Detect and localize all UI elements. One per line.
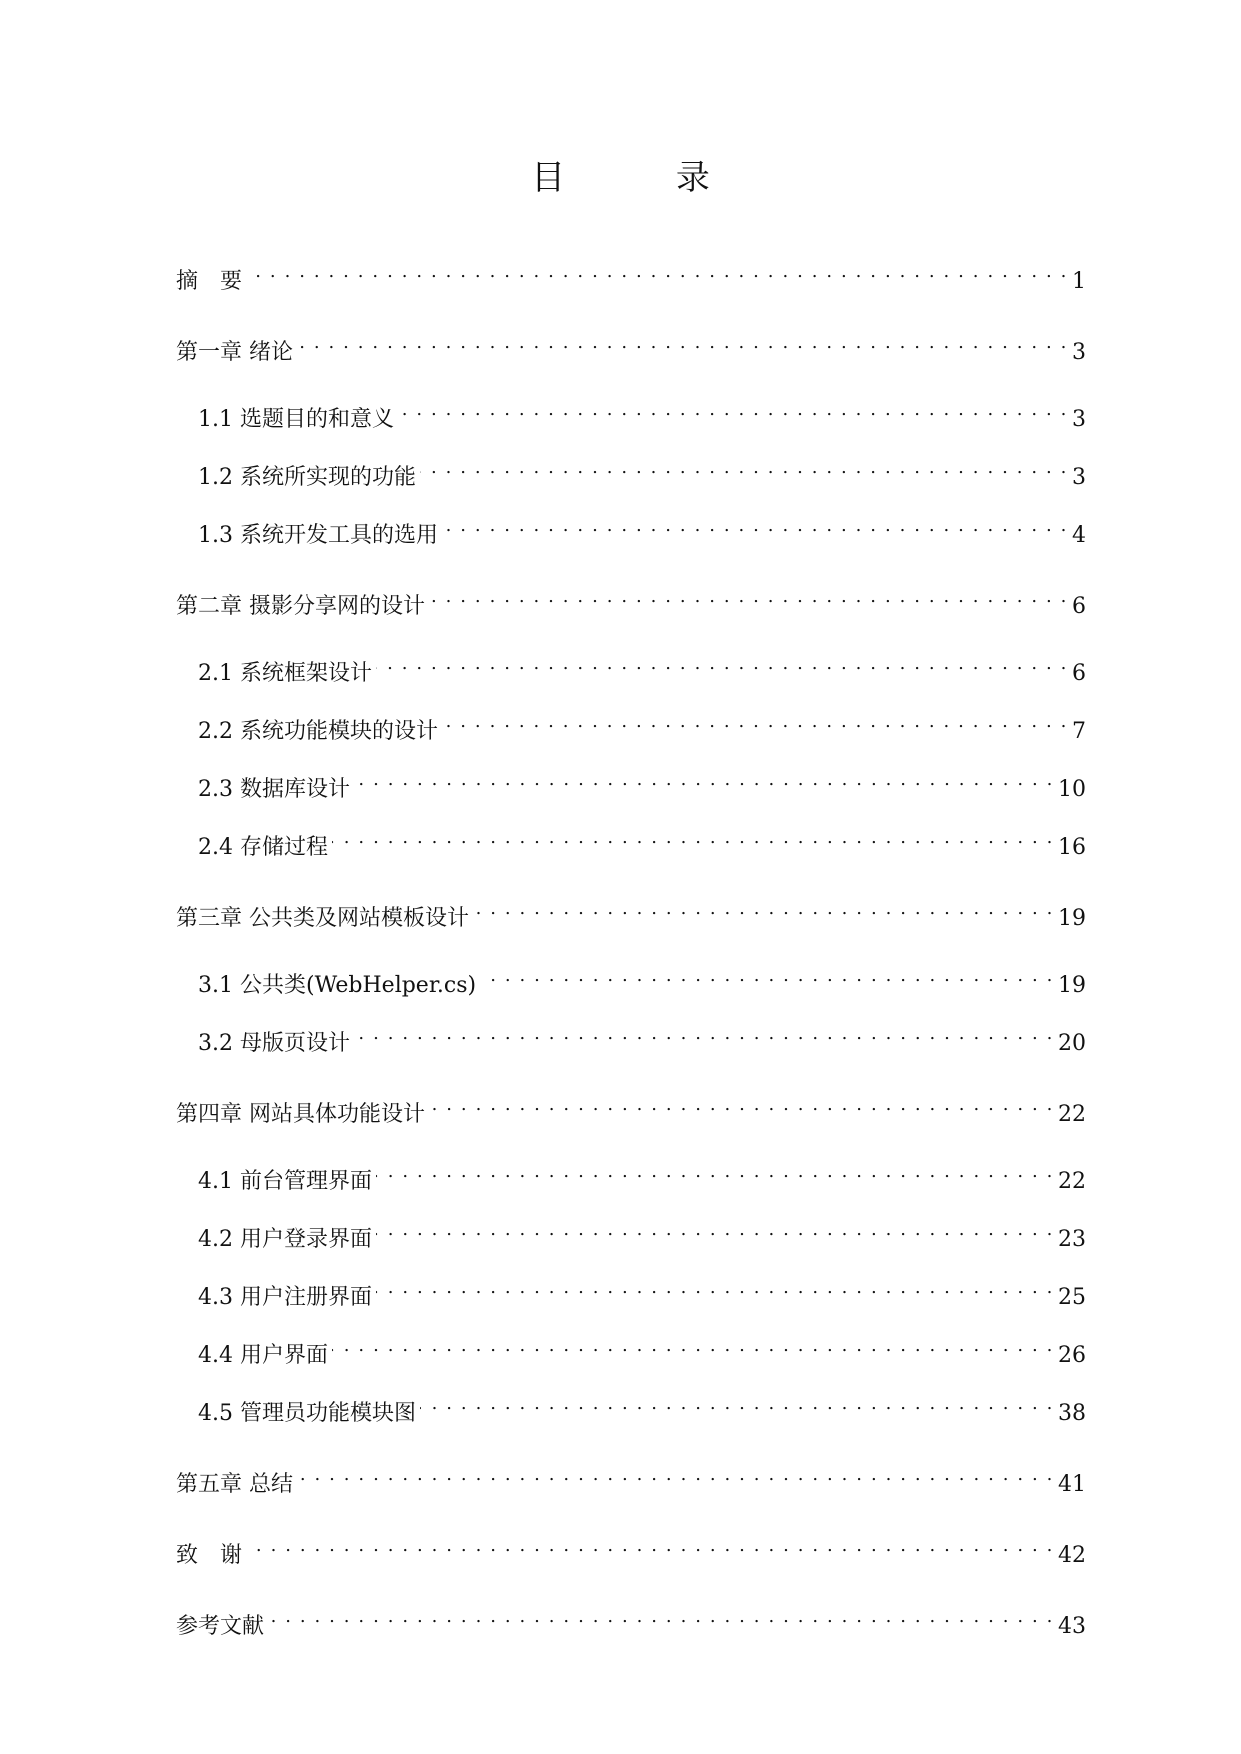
toc-entry-label: 参考文献 bbox=[176, 1614, 265, 1639]
dot-leader bbox=[442, 510, 1068, 542]
dot-leader bbox=[376, 1272, 1054, 1304]
dot-leader bbox=[429, 581, 1068, 613]
dot-leader bbox=[473, 893, 1054, 925]
toc-entry-page: 20 bbox=[1058, 1031, 1086, 1056]
toc-entry-section-4-4[interactable] bbox=[176, 1330, 1086, 1372]
toc-entry-section-3-1[interactable] bbox=[176, 960, 1086, 1002]
toc-entry-page: 7 bbox=[1072, 719, 1086, 744]
toc-entry-label: 3.2 母版页设计 bbox=[198, 1031, 350, 1056]
dot-leader bbox=[297, 327, 1068, 359]
toc-entry-page: 6 bbox=[1072, 594, 1086, 619]
toc-entry-label: 4.5 管理员功能模块图 bbox=[198, 1401, 416, 1426]
toc-entry-section-1-1[interactable] bbox=[176, 394, 1086, 436]
dot-leader bbox=[246, 1530, 1054, 1562]
toc-entry-label: 2.2 系统功能模块的设计 bbox=[198, 719, 438, 744]
table-of-contents bbox=[176, 256, 1086, 1643]
dot-leader bbox=[376, 648, 1068, 680]
toc-entry-page: 3 bbox=[1072, 340, 1086, 365]
toc-entry-page: 22 bbox=[1058, 1169, 1086, 1194]
toc-entry-acknowledgements[interactable] bbox=[176, 1530, 1086, 1572]
toc-entry-label: 4.1 前台管理界面 bbox=[198, 1169, 372, 1194]
dot-leader bbox=[354, 1018, 1054, 1050]
toc-entry-label: 摘 要 bbox=[176, 269, 243, 294]
toc-entry-page: 25 bbox=[1058, 1285, 1086, 1310]
dot-leader bbox=[420, 452, 1068, 484]
toc-entry-page: 38 bbox=[1058, 1401, 1086, 1426]
toc-entry-page: 19 bbox=[1058, 973, 1086, 998]
toc-title: 目 录 bbox=[531, 158, 760, 198]
toc-entry-label: 致 谢 bbox=[176, 1543, 243, 1568]
toc-entry-section-3-2[interactable] bbox=[176, 1018, 1086, 1060]
toc-entry-chapter-2[interactable] bbox=[176, 581, 1086, 623]
toc-entry-page: 10 bbox=[1058, 777, 1086, 802]
toc-entry-abstract[interactable] bbox=[176, 256, 1086, 298]
dot-leader bbox=[297, 1459, 1054, 1491]
toc-entry-page: 42 bbox=[1058, 1543, 1086, 1568]
dot-leader bbox=[332, 1330, 1054, 1362]
toc-entry-page: 4 bbox=[1072, 523, 1086, 548]
toc-entry-section-1-2[interactable] bbox=[176, 452, 1086, 494]
toc-entry-label: 1.1 选题目的和意义 bbox=[198, 407, 394, 432]
toc-entry-chapter-4[interactable] bbox=[176, 1089, 1086, 1131]
toc-entry-label: 2.3 数据库设计 bbox=[198, 777, 350, 802]
toc-entry-page: 6 bbox=[1072, 661, 1086, 686]
toc-entry-page: 43 bbox=[1058, 1614, 1086, 1639]
toc-entry-page: 19 bbox=[1058, 906, 1086, 931]
toc-entry-page: 26 bbox=[1058, 1343, 1086, 1368]
toc-entry-section-4-3[interactable] bbox=[176, 1272, 1086, 1314]
toc-entry-label: 4.2 用户登录界面 bbox=[198, 1227, 372, 1252]
toc-entry-section-4-2[interactable] bbox=[176, 1214, 1086, 1256]
toc-entry-section-2-3[interactable] bbox=[176, 764, 1086, 806]
dot-leader bbox=[376, 1214, 1054, 1246]
dot-leader bbox=[420, 1388, 1054, 1420]
toc-entry-label: 第三章 公共类及网站模板设计 bbox=[176, 906, 469, 931]
dot-leader bbox=[246, 256, 1068, 288]
toc-entry-label: 1.2 系统所实现的功能 bbox=[198, 465, 416, 490]
dot-leader bbox=[354, 764, 1054, 796]
toc-entry-label: 2.4 存储过程 bbox=[198, 835, 328, 860]
toc-entry-page: 22 bbox=[1058, 1102, 1086, 1127]
toc-entry-label: 第四章 网站具体功能设计 bbox=[176, 1102, 425, 1127]
toc-entry-label: 3.1 公共类(WebHelper.cs) bbox=[198, 973, 477, 998]
toc-entry-label: 4.3 用户注册界面 bbox=[198, 1285, 372, 1310]
dot-leader bbox=[376, 1156, 1054, 1188]
toc-entry-page: 1 bbox=[1072, 269, 1086, 294]
toc-entry-page: 41 bbox=[1058, 1472, 1086, 1497]
toc-entry-label: 4.4 用户界面 bbox=[198, 1343, 328, 1368]
toc-entry-label: 2.1 系统框架设计 bbox=[198, 661, 372, 686]
dot-leader bbox=[480, 960, 1054, 992]
toc-entry-section-1-3[interactable] bbox=[176, 510, 1086, 552]
toc-entry-chapter-3[interactable] bbox=[176, 893, 1086, 935]
toc-entry-section-2-2[interactable] bbox=[176, 706, 1086, 748]
dot-leader bbox=[398, 394, 1068, 426]
toc-entry-page: 23 bbox=[1058, 1227, 1086, 1252]
dot-leader bbox=[332, 822, 1054, 854]
toc-entry-section-2-4[interactable] bbox=[176, 822, 1086, 864]
toc-entry-chapter-1[interactable] bbox=[176, 327, 1086, 369]
toc-entry-page: 3 bbox=[1072, 465, 1086, 490]
toc-entry-references[interactable] bbox=[176, 1601, 1086, 1643]
dot-leader bbox=[429, 1089, 1054, 1121]
toc-entry-label: 第五章 总结 bbox=[176, 1472, 293, 1497]
toc-entry-section-4-1[interactable] bbox=[176, 1156, 1086, 1198]
toc-entry-chapter-5[interactable] bbox=[176, 1459, 1086, 1501]
toc-entry-section-2-1[interactable] bbox=[176, 648, 1086, 690]
toc-entry-label: 1.3 系统开发工具的选用 bbox=[198, 523, 438, 548]
toc-entry-page: 3 bbox=[1072, 407, 1086, 432]
dot-leader bbox=[268, 1601, 1054, 1633]
toc-entry-section-4-5[interactable] bbox=[176, 1388, 1086, 1430]
toc-entry-page: 16 bbox=[1058, 835, 1086, 860]
dot-leader bbox=[442, 706, 1068, 738]
toc-entry-label: 第一章 绪论 bbox=[176, 340, 293, 365]
toc-entry-label: 第二章 摄影分享网的设计 bbox=[176, 594, 425, 619]
